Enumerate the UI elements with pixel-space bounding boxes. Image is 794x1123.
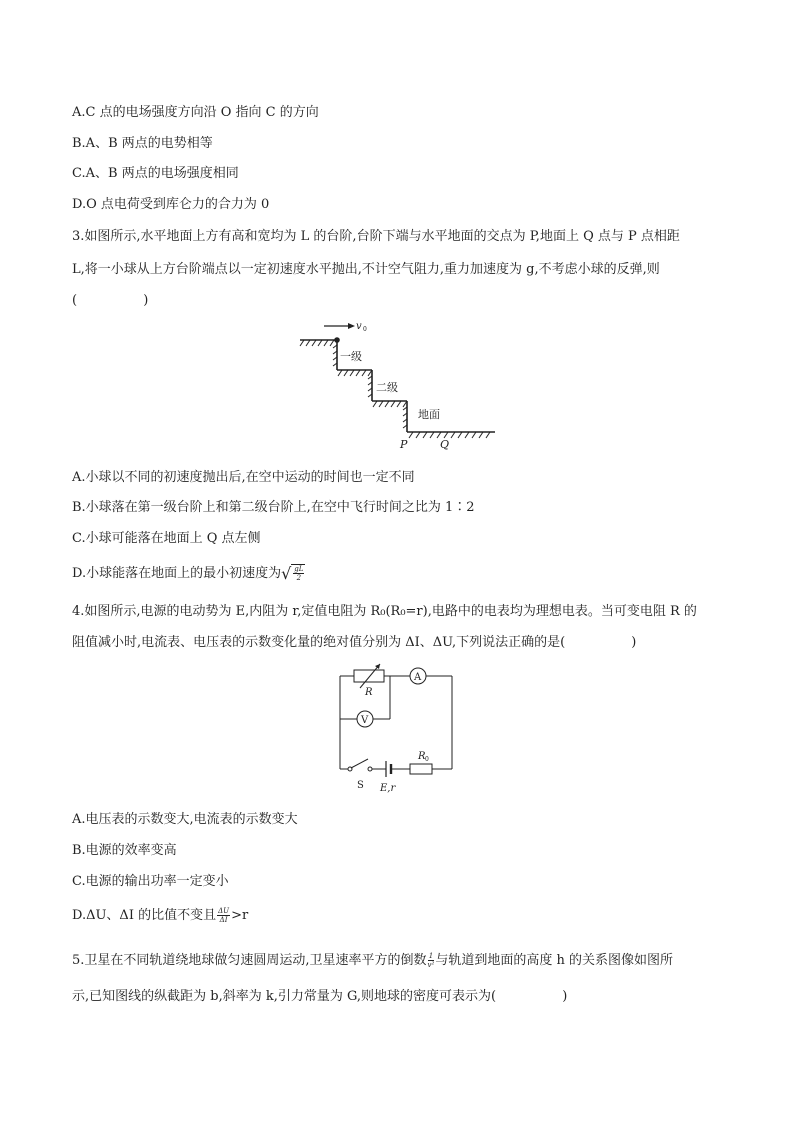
ammeter-label: A bbox=[414, 672, 422, 683]
delta-i: ΔI bbox=[219, 916, 228, 924]
switch-s-label: S bbox=[357, 780, 364, 791]
q5-stem-part2: 与轨道到地面的高度 h 的关系图像如图所 bbox=[435, 953, 673, 968]
q4-option-d bbox=[72, 907, 248, 925]
q3-option-a: A.小球以不同的初速度抛出后,在空中运动的时间也一定不同 bbox=[72, 470, 415, 485]
v0-subscript: 0 bbox=[363, 326, 367, 333]
q4-option-b: B.电源的效率变高 bbox=[72, 843, 177, 858]
q4-stem-line2: 阻值减小时,电流表、电压表的示数变化量的绝对值分别为 ΔI、ΔU,下列说法正确的是( ) bbox=[72, 635, 637, 650]
emf-label: E,r bbox=[380, 783, 396, 794]
q4-option-c: C.电源的输出功率一定变小 bbox=[72, 874, 229, 889]
inverse-v-squared bbox=[428, 952, 435, 969]
step2-label: 二级 bbox=[376, 381, 398, 394]
point-q-label: Q bbox=[440, 438, 450, 451]
delta-u: ΔU bbox=[218, 907, 230, 915]
sqrt-denominator: 2 bbox=[296, 574, 302, 582]
q3-stem-line2: L,将一小球从上方台阶端点以一定初速度水平抛出,不计空气阻力,重力加速度为 g,不考虑小球的反弹,则 bbox=[72, 262, 660, 277]
q4-circuit-figure bbox=[330, 660, 460, 800]
q3-option-d-text: D.小球能落在地面上的最小初速度为 bbox=[72, 566, 282, 581]
sqrt-numerator: gL bbox=[294, 565, 304, 573]
switch bbox=[351, 759, 368, 768]
q2-option-a: A.C 点的电场强度方向沿 O 指向 C 的方向 bbox=[72, 105, 319, 120]
q3-stem-line3: ( ) bbox=[72, 293, 149, 308]
q4-option-a: A.电压表的示数变大,电流表的示数变大 bbox=[72, 812, 298, 827]
ground-label: 地面 bbox=[418, 408, 440, 421]
frac-denominator: v² bbox=[427, 961, 435, 969]
delta-fraction bbox=[217, 907, 230, 924]
frac-numerator: 1 bbox=[428, 952, 434, 960]
r0-subscript: 0 bbox=[425, 756, 429, 763]
point-p-label: P bbox=[400, 438, 408, 451]
q3-option-d bbox=[72, 564, 305, 583]
q5-stem-line1 bbox=[72, 952, 673, 970]
q5-stem-line2: 示,已知图线的纵截距为 b,斜率为 k,引力常量为 G,则地球的密度可表示为( ) bbox=[72, 989, 568, 1004]
v0-label: v bbox=[356, 321, 362, 332]
q2-option-b: B.A、B 两点的电势相等 bbox=[72, 136, 213, 151]
q4-stem-line1: 4.如图所示,电源的电动势为 E,内阻为 r,定值电阻为 R₀(R₀=r),电路中的电表均为理想电表。当可变电阻 R 的 bbox=[72, 604, 697, 619]
q4-option-d-suffix: >r bbox=[231, 908, 249, 923]
q3-staircase-figure bbox=[290, 315, 510, 455]
q3-stem-line1: 3.如图所示,水平地面上方有高和宽均为 L 的台阶,台阶下端与水平地面的交点为 P,地面上 Q 点与 P 点相距 bbox=[72, 229, 680, 244]
q4-option-d-text: D.ΔU、ΔI 的比值不变且 bbox=[72, 908, 217, 923]
voltmeter-label: V bbox=[361, 715, 369, 726]
q3-option-b: B.小球落在第一级台阶上和第二级台阶上,在空中飞行时间之比为 1∶2 bbox=[72, 500, 475, 515]
q2-option-c: C.A、B 两点的电场强度相同 bbox=[72, 166, 239, 181]
q5-stem-part1: 5.卫星在不同轨道绕地球做匀速圆周运动,卫星速率平方的倒数 bbox=[72, 953, 427, 968]
resistor-r-label: R bbox=[365, 687, 373, 698]
variable-resistor bbox=[354, 670, 384, 682]
r0-label: R bbox=[418, 751, 426, 762]
q2-option-d: D.O 点电荷受到库仑力的合力为 0 bbox=[72, 197, 270, 212]
sqrt-expression: √ $\frac{gL}{2}$ bbox=[281, 563, 304, 583]
q3-option-c: C.小球可能落在地面上 Q 点左侧 bbox=[72, 531, 261, 546]
step1-label: 一级 bbox=[340, 350, 362, 363]
fixed-resistor-r0 bbox=[410, 764, 432, 774]
